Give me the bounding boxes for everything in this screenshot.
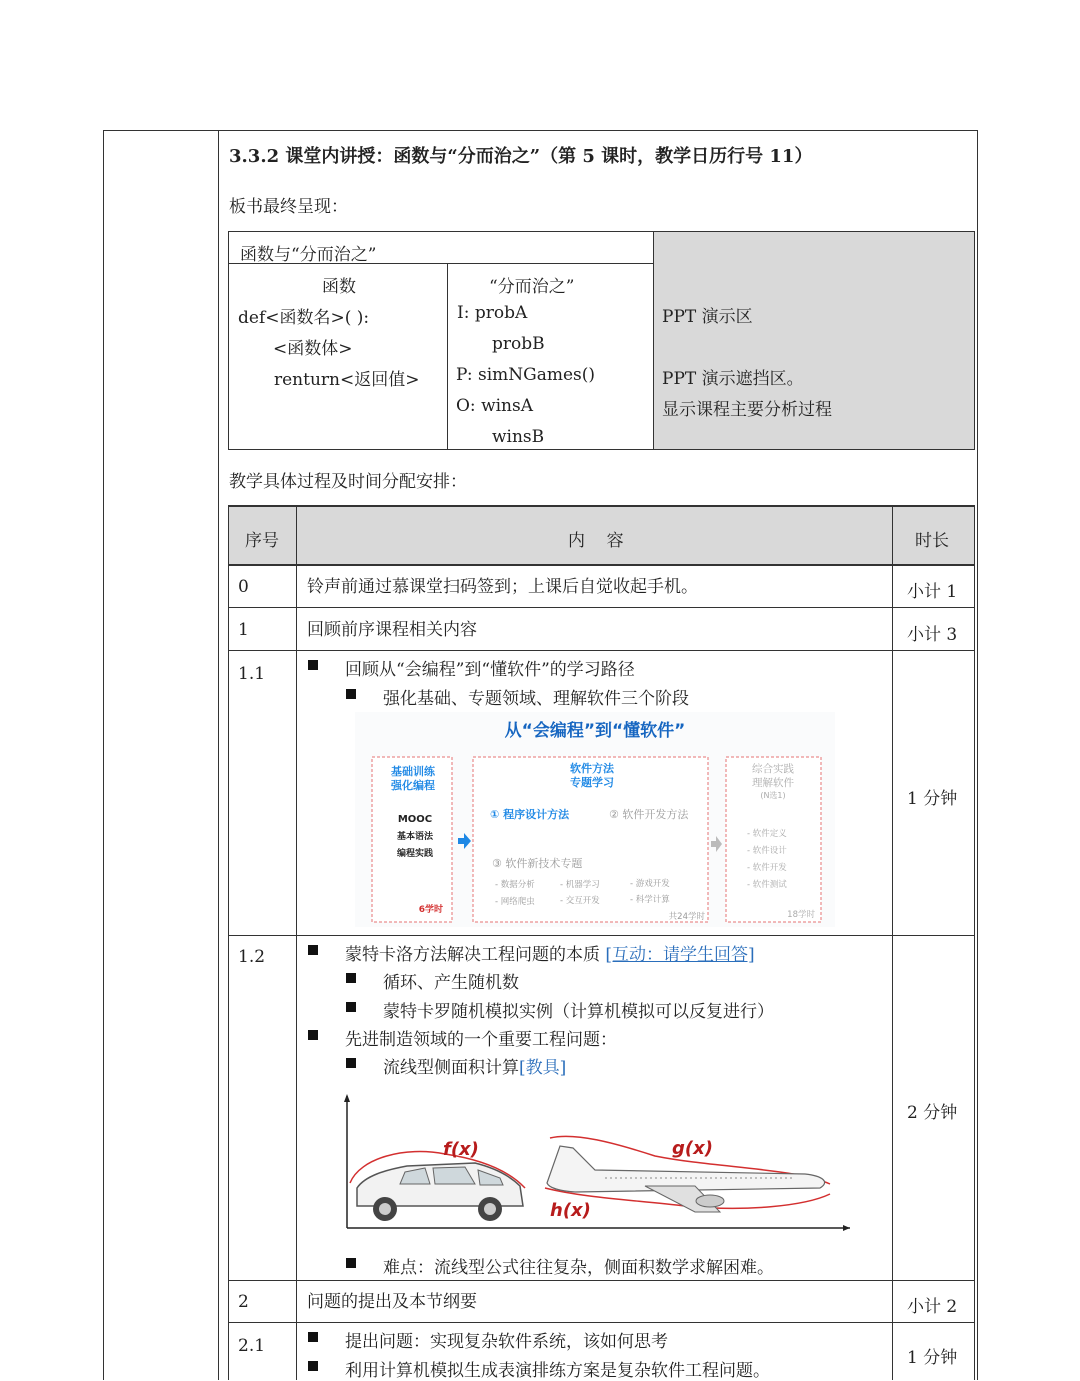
learning-path-figure bbox=[355, 712, 835, 927]
box2-item: - 游戏开发 bbox=[630, 879, 670, 889]
bullet-icon bbox=[308, 1332, 318, 1342]
board-right-line: PPT 演示遮挡区。 bbox=[662, 369, 804, 389]
interaction-link[interactable]: [互动：请学生回答] bbox=[605, 945, 755, 965]
table-row-no: 1.1 bbox=[238, 664, 266, 684]
box2-item: - 交互开发 bbox=[560, 896, 600, 906]
bullet-icon bbox=[346, 1002, 356, 1012]
bullet-icon bbox=[308, 945, 318, 955]
box1-title: 强化编程 bbox=[391, 779, 435, 792]
table-row-time: 1 分钟 bbox=[907, 789, 958, 809]
teaching-aid-link[interactable]: [教具] bbox=[519, 1058, 567, 1078]
streamline-figure bbox=[335, 1088, 860, 1238]
box1-item: MOOC bbox=[397, 814, 433, 825]
box2-item: - 科学计算 bbox=[630, 895, 670, 905]
box3-title: 综合实践 bbox=[752, 763, 794, 775]
box3-item: - 软件开发 bbox=[747, 863, 787, 873]
board-mid-title: “分而治之” bbox=[489, 277, 575, 297]
bullet-text: 强化基础、专题领域、理解软件三个阶段 bbox=[383, 689, 689, 709]
box1-item: 编程实践 bbox=[396, 849, 434, 859]
table-row-no: 0 bbox=[238, 577, 249, 597]
table-row-time: 1 分钟 bbox=[907, 1348, 958, 1368]
board-right-line: PPT 演示区 bbox=[662, 307, 753, 327]
table-row-content: 问题的提出及本节纲要 bbox=[307, 1292, 477, 1312]
table-row-time: 2 分钟 bbox=[907, 1103, 958, 1123]
box1-hours: 6学时 bbox=[418, 905, 443, 915]
box3-item: - 软件设计 bbox=[747, 846, 787, 856]
table-row-content: 铃声前通过慕课堂扫码签到；上课后自觉收起手机。 bbox=[307, 577, 698, 597]
board-left-line: renturn<返回值> bbox=[274, 370, 420, 390]
bullet-icon bbox=[346, 973, 356, 983]
label-h: h(x) bbox=[550, 1200, 591, 1221]
board-mid-line: probB bbox=[492, 334, 545, 354]
box2-option: ① 程序设计方法 bbox=[490, 808, 570, 821]
bullet-icon bbox=[308, 660, 318, 670]
process-label: 教学具体过程及时间分配安排： bbox=[229, 472, 467, 492]
frame-right bbox=[977, 130, 978, 1380]
board-left-line: def<函数名>( ): bbox=[238, 308, 370, 328]
bullet-text: 蒙特卡洛方法解决工程问题的本质 [互动：请学生回答] bbox=[345, 945, 755, 965]
bullet-text: 循环、产生随机数 bbox=[383, 973, 519, 993]
table-row-time: 小计 1 bbox=[907, 582, 958, 602]
box3-item: - 软件定义 bbox=[747, 829, 787, 839]
board-mid-line: P: simNGames() bbox=[456, 365, 596, 385]
box3-item: - 软件测试 bbox=[747, 880, 787, 890]
bullet-text: 流线型侧面积计算[教具] bbox=[383, 1058, 567, 1078]
table-row-time: 小计 3 bbox=[907, 625, 958, 645]
board-mid-line: winsB bbox=[492, 427, 545, 447]
figure-title: 从“会编程”到“懂软件” bbox=[504, 721, 686, 741]
board-mid-line: O: winsA bbox=[456, 396, 534, 416]
car-icon bbox=[357, 1163, 523, 1221]
bullet-icon bbox=[346, 1258, 356, 1268]
table-row-no: 2.1 bbox=[238, 1336, 266, 1356]
box2-item: - 网络爬虫 bbox=[495, 897, 535, 907]
header-content: 内 容 bbox=[568, 531, 624, 551]
box3-hours: 18学时 bbox=[787, 910, 815, 920]
bullet-text: 先进制造领域的一个重要工程问题： bbox=[345, 1030, 617, 1050]
board-left-line: <函数体> bbox=[273, 339, 353, 359]
bullet-text: 难点：流线型公式往往复杂，侧面积数学求解困难。 bbox=[383, 1258, 774, 1278]
bullet-text: 利用计算机模拟生成表演排练方案是复杂软件工程问题。 bbox=[345, 1361, 770, 1381]
bullet-icon bbox=[346, 689, 356, 699]
label-f: f(x) bbox=[443, 1139, 479, 1160]
box1-title: 基础训练 bbox=[391, 765, 435, 778]
table-row-time: 小计 2 bbox=[907, 1297, 958, 1317]
table-row-no: 2 bbox=[238, 1292, 249, 1312]
section-title: 3.3.2 课堂内讲授：函数与“分而治之”（第 5 课时，教学日历行号 11） bbox=[229, 146, 813, 167]
box2-title: 专题学习 bbox=[570, 776, 614, 789]
board-mid-line: I: probA bbox=[457, 303, 528, 323]
board-left-title: 函数 bbox=[322, 277, 356, 297]
header-time: 时长 bbox=[915, 531, 949, 551]
frame-left bbox=[103, 130, 104, 1380]
box2-hours: 共24学时 bbox=[668, 912, 705, 922]
table-row-no: 1.2 bbox=[238, 947, 266, 967]
bullet-text: 蒙特卡罗随机模拟实例（计算机模拟可以反复进行） bbox=[383, 1002, 774, 1022]
frame-top bbox=[103, 130, 978, 131]
box2-item: - 数据分析 bbox=[495, 880, 535, 890]
bullet-icon bbox=[308, 1361, 318, 1371]
board-label: 板书最终呈现： bbox=[229, 197, 348, 217]
box2-option: ② 软件开发方法 bbox=[609, 808, 689, 821]
box2-option: ③ 软件新技术专题 bbox=[492, 857, 583, 870]
bullet-text: 提出问题：实现复杂软件系统，该如何思考 bbox=[345, 1332, 668, 1352]
header-no: 序号 bbox=[245, 531, 279, 551]
bullet-icon bbox=[346, 1058, 356, 1068]
table-row-content: 回顾前序课程相关内容 bbox=[307, 620, 477, 640]
box1-item: 基本语法 bbox=[396, 832, 434, 842]
box2-title: 软件方法 bbox=[570, 762, 614, 775]
board-header: 函数与“分而治之” bbox=[240, 245, 377, 265]
box3-title: 理解软件 bbox=[752, 777, 794, 789]
board-right-line: 显示课程主要分析过程 bbox=[662, 400, 832, 420]
frame-divider bbox=[218, 130, 219, 1380]
bullet-icon bbox=[308, 1030, 318, 1040]
box3-sub: (N选1) bbox=[760, 791, 786, 800]
bullet-text: 回顾从“会编程”到“懂软件”的学习路径 bbox=[345, 660, 635, 680]
box2-item: - 机器学习 bbox=[560, 880, 600, 890]
label-g: g(x) bbox=[672, 1138, 713, 1159]
table-row-no: 1 bbox=[238, 620, 249, 640]
